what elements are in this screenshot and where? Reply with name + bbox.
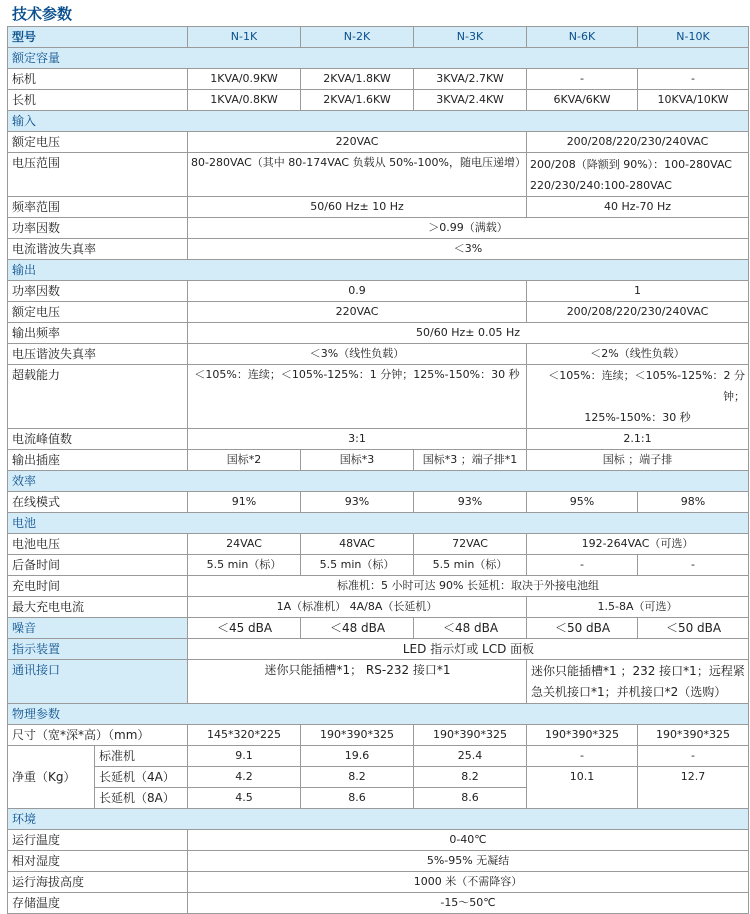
cell-value: ＜3% [188, 239, 749, 260]
section-header [8, 471, 749, 492]
row-label: 额定电压 [8, 132, 188, 153]
cell-value: 1A（标准机） 4A/8A（长延机） [188, 597, 527, 618]
cell-value: 190*390*325 [414, 725, 527, 746]
table-row [8, 197, 749, 218]
cell-value: 3:1 [188, 429, 527, 450]
cell-value: 48VAC [301, 534, 414, 555]
cell-value: 80-280VAC（其中 80-174VAC 负载从 50%-100%，随电压递增） [188, 153, 527, 197]
cell-value: 12.7 [638, 767, 749, 809]
section-header [8, 260, 749, 281]
cell-value: ＜50 dBA [527, 618, 638, 639]
page-title: 技术参数 [12, 5, 73, 23]
row-label: 尺寸（宽*深*高）（mm） [8, 725, 188, 746]
cell-value: ＜3%（线性负载） [188, 344, 527, 365]
cell-value: 50/60 Hz± 10 Hz [188, 197, 527, 218]
table-row [8, 618, 749, 639]
model-name: N-1K [188, 27, 301, 48]
cell-value: 迷你只能插槽*1； RS-232 接口*1 [188, 660, 527, 704]
section-header [8, 809, 749, 830]
cell-value: 25.4 [414, 746, 527, 767]
cell-value: 10KVA/10KW [638, 90, 749, 111]
table-row [8, 153, 749, 197]
table-row [8, 830, 749, 851]
cell-value: 国标*2 [188, 450, 301, 471]
cell-value: 2KVA/1.6KW [301, 90, 414, 111]
cell-value: 标准机：5 小时可达 90% 长延机：取决于外接电池组 [188, 576, 749, 597]
section-output: 输出 [8, 260, 749, 281]
section-indicator: 指示装置 [8, 639, 188, 660]
cell-value: 5.5 min（标） [188, 555, 301, 576]
model-label: 型号 [8, 27, 188, 48]
row-label: 净重（Kg） [8, 746, 95, 809]
cell-value: ＜2%（线性负载） [527, 344, 749, 365]
cell-value: 2KVA/1.8KW [301, 69, 414, 90]
section-comm: 通讯接口 [8, 660, 188, 704]
row-label: 电流峰值数 [8, 429, 188, 450]
row-label: 充电时间 [8, 576, 188, 597]
cell-value: 6KVA/6KW [527, 90, 638, 111]
cell-line: 急关机接口*1；并机接口*2（选购） [531, 684, 727, 699]
table-row [8, 90, 749, 111]
table-row [8, 639, 749, 660]
cell-value: ＜105%：连续；＜105%-125%：1 分钟；125%-150%：30 秒 [188, 365, 527, 429]
model-name: N-3K [414, 27, 527, 48]
cell-value: 0.9 [188, 281, 527, 302]
cell-line: 200/208（降额到 90%）：100-280VAC [530, 157, 732, 171]
cell-value: 200/208/220/230/240VAC [527, 132, 749, 153]
row-label: 超载能力 [8, 365, 188, 429]
cell-value: ＜50 dBA [638, 618, 749, 639]
row-label: 额定电压 [8, 302, 188, 323]
section-input: 输入 [8, 111, 749, 132]
cell-value: 国标*3 [301, 450, 414, 471]
table-row [8, 132, 749, 153]
row-label: 电压谐波失真率 [8, 344, 188, 365]
cell-line: 迷你只能插槽*1 ；232 接口*1；远程紧 [531, 663, 745, 678]
row-label: 存储温度 [8, 893, 188, 914]
row-label: 标机 [8, 69, 188, 90]
cell-value: 3KVA/2.7KW [414, 69, 527, 90]
cell-value: 1KVA/0.8KW [188, 90, 301, 111]
cell-line: 125%-150%：30 秒 [584, 411, 691, 424]
table-row [8, 281, 749, 302]
cell-value: 192-264VAC（可选） [527, 534, 749, 555]
cell-value: 93% [414, 492, 527, 513]
table-row [8, 893, 749, 914]
table-row [8, 218, 749, 239]
spec-table [7, 26, 749, 914]
model-row [8, 27, 749, 48]
cell-value [527, 660, 749, 704]
cell-value: ＜48 dBA [301, 618, 414, 639]
cell-value: -15～50℃ [188, 893, 749, 914]
cell-value [527, 365, 749, 429]
row-label: 功率因数 [8, 218, 188, 239]
cell-value: 5%-95% 无凝结 [188, 851, 749, 872]
cell-value: 145*320*225 [188, 725, 301, 746]
row-sublabel: 长延机（4A） [95, 767, 188, 788]
row-label: 最大充电电流 [8, 597, 188, 618]
cell-value: 200/208/220/230/240VAC [527, 302, 749, 323]
section-noise: 噪音 [8, 618, 188, 639]
section-efficiency: 效率 [8, 471, 749, 492]
section-physical: 物理参数 [8, 704, 749, 725]
row-label: 运行温度 [8, 830, 188, 851]
cell-value: 9.1 [188, 746, 301, 767]
cell-line: ＜105%：连续；＜105%-125%：2 分钟； [548, 369, 746, 403]
cell-value: 1000 米（不需降容） [188, 872, 749, 893]
cell-value: - [527, 746, 638, 767]
cell-value: - [638, 69, 749, 90]
table-row [8, 302, 749, 323]
cell-value: 220VAC [188, 302, 527, 323]
cell-value: 1KVA/0.9KW [188, 69, 301, 90]
cell-value: 国标*3 ；端子排*1 [414, 450, 527, 471]
table-row [8, 492, 749, 513]
section-capacity: 额定容量 [8, 48, 749, 69]
cell-value: 190*390*325 [638, 725, 749, 746]
cell-value: 8.2 [414, 767, 527, 788]
table-row [8, 872, 749, 893]
table-row [8, 576, 749, 597]
model-name: N-6K [527, 27, 638, 48]
row-label: 电压范围 [8, 153, 188, 197]
cell-value: 190*390*325 [527, 725, 638, 746]
cell-value: 98% [638, 492, 749, 513]
row-label: 输出频率 [8, 323, 188, 344]
section-header [8, 111, 749, 132]
row-label: 电流谐波失真率 [8, 239, 188, 260]
table-row [8, 746, 749, 767]
table-row [8, 239, 749, 260]
table-row [8, 344, 749, 365]
table-row [8, 555, 749, 576]
section-environment: 环境 [8, 809, 749, 830]
table-row [8, 429, 749, 450]
cell-value: 0-40℃ [188, 830, 749, 851]
cell-value: ＜45 dBA [188, 618, 301, 639]
cell-value: 1 [527, 281, 749, 302]
model-name: N-2K [301, 27, 414, 48]
cell-value: 220VAC [188, 132, 527, 153]
table-row [8, 365, 749, 429]
cell-value: 19.6 [301, 746, 414, 767]
cell-value: 24VAC [188, 534, 301, 555]
cell-value: 8.6 [414, 788, 527, 809]
table-row [8, 660, 749, 704]
section-header [8, 48, 749, 69]
section-battery: 电池 [8, 513, 749, 534]
row-label: 频率范围 [8, 197, 188, 218]
table-row [8, 851, 749, 872]
table-row [8, 450, 749, 471]
row-label: 电池电压 [8, 534, 188, 555]
cell-value: 91% [188, 492, 301, 513]
row-label: 长机 [8, 90, 188, 111]
cell-value: 4.2 [188, 767, 301, 788]
cell-value: 5.5 min（标） [414, 555, 527, 576]
row-sublabel: 长延机（8A） [95, 788, 188, 809]
cell-value: 190*390*325 [301, 725, 414, 746]
table-row [8, 725, 749, 746]
section-header [8, 513, 749, 534]
row-label: 相对湿度 [8, 851, 188, 872]
cell-value: 国标 ；端子排 [527, 450, 749, 471]
cell-value: 5.5 min（标） [301, 555, 414, 576]
table-row [8, 767, 749, 788]
cell-value: 50/60 Hz± 0.05 Hz [188, 323, 749, 344]
cell-value: - [527, 69, 638, 90]
cell-line: 220/230/240:100-280VAC [530, 178, 672, 192]
section-header [8, 704, 749, 725]
cell-value: - [638, 555, 749, 576]
cell-value: 8.2 [301, 767, 414, 788]
cell-value: ＜48 dBA [414, 618, 527, 639]
cell-value: 72VAC [414, 534, 527, 555]
cell-value: 2.1:1 [527, 429, 749, 450]
table-row [8, 69, 749, 90]
row-sublabel: 标准机 [95, 746, 188, 767]
cell-value: 8.6 [301, 788, 414, 809]
cell-value: 40 Hz-70 Hz [527, 197, 749, 218]
cell-value [527, 153, 749, 197]
cell-value: ＞0.99（满载） [188, 218, 749, 239]
cell-value: LED 指示灯或 LCD 面板 [188, 639, 749, 660]
cell-value: 1.5-8A（可选） [527, 597, 749, 618]
row-label: 运行海拔高度 [8, 872, 188, 893]
cell-value: - [527, 555, 638, 576]
row-label: 功率因数 [8, 281, 188, 302]
cell-value: 4.5 [188, 788, 301, 809]
model-name: N-10K [638, 27, 749, 48]
row-label: 输出插座 [8, 450, 188, 471]
cell-value: 10.1 [527, 767, 638, 809]
cell-value: 93% [301, 492, 414, 513]
cell-value: 3KVA/2.4KW [414, 90, 527, 111]
table-row [8, 323, 749, 344]
row-label: 在线模式 [8, 492, 188, 513]
table-row [8, 597, 749, 618]
cell-value: - [638, 746, 749, 767]
table-row [8, 534, 749, 555]
row-label: 后备时间 [8, 555, 188, 576]
cell-value: 95% [527, 492, 638, 513]
